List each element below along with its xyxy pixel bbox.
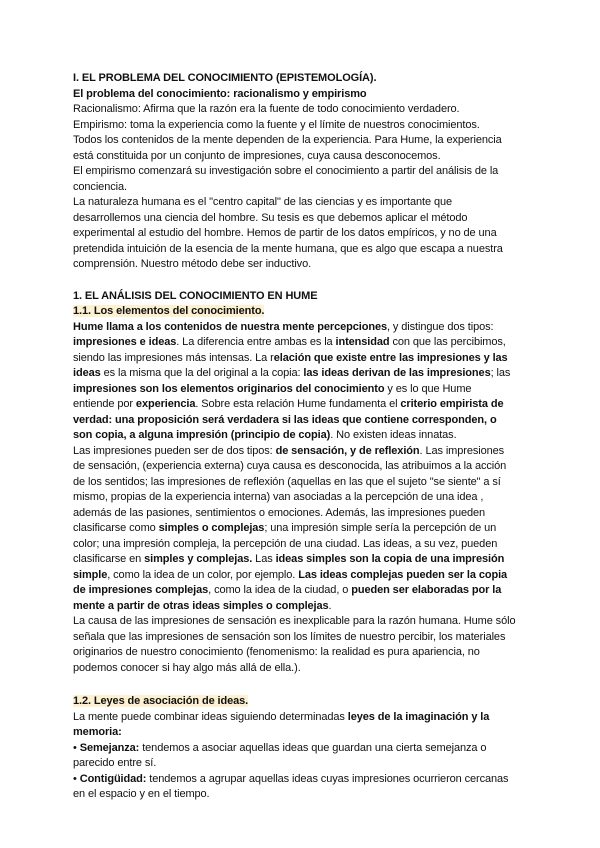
bold-text: mente a partir de otras ideas simples o complejas [73, 599, 329, 612]
text-run: además de las pasiones, sentimientos o emociones. Además, las impresiones pueden [73, 506, 486, 519]
text-run: parecido entre sí. [73, 757, 157, 769]
bold-text: las ideas derivan de las impresiones [303, 367, 491, 379]
text-line [73, 459, 533, 475]
text-run: clasificarse en [73, 553, 145, 565]
text-line [73, 725, 533, 741]
bold-text: de impresiones complejas [73, 584, 209, 596]
elementos-paragraphs [73, 320, 533, 677]
text-run: siendo las impresiones más intensas. La r [73, 351, 274, 364]
text-line [73, 630, 533, 646]
text-line: Todos los contenidos de la mente dependen de la experiencia. Para Hume, la experiencia [73, 134, 502, 146]
text-run: entiende por [73, 398, 136, 410]
text-line [73, 444, 533, 460]
text-line [73, 645, 533, 661]
text-run: con que las percibimos, [389, 336, 506, 348]
text-run: , como la idea de la ciudad, o [208, 584, 352, 596]
bold-text: ideas [73, 367, 101, 379]
subsection-elementos-conocimiento: 1.1. Los elementos del conocimiento. [73, 305, 265, 317]
bold-text: verdad: una proposición será verdadera si las ideas que contiene corresponden, o [73, 413, 497, 426]
text-line [73, 428, 533, 444]
text-line: Racionalismo: Afirma que la razón era la fuente de todo conocimiento verdadero. [73, 103, 460, 115]
section-title-analisis-hume: 1. EL ANÁLISIS DEL CONOCIMIENTO EN HUME [73, 289, 318, 302]
text-line [73, 521, 533, 537]
text-run: tendemos a asociar aquellas ideas que guardan una cierta semejanza o [139, 741, 487, 754]
bold-text: pueden ser elaboradas por la [351, 584, 502, 596]
text-line [73, 490, 533, 506]
bold-text: impresiones son los elementos originarios del conocimiento [73, 382, 385, 395]
bold-text: de sensación, y de reflexión [275, 444, 420, 457]
bold-text: Semejanza: [79, 741, 140, 754]
bold-text: experiencia [135, 398, 196, 410]
text-run: señala que las impresiones de sensación son los límites de nuestro percibir, los materiales [73, 630, 506, 643]
text-line [73, 710, 533, 726]
text-run: . Sobre esta relación Hume fundamenta el [195, 398, 401, 410]
text-run: • [73, 741, 80, 754]
text-run: ; una impresión simple sería la percepción de un [264, 522, 497, 534]
bold-text: leyes de la imaginación y la [347, 710, 490, 723]
text-run: clasificarse como [73, 522, 159, 534]
text-run: en el espacio y en el tiempo. [73, 788, 210, 800]
document-content [73, 71, 533, 803]
bold-text: simple [73, 568, 108, 581]
subsection-leyes-asociacion: 1.2. Leyes de asociación de ideas. [73, 695, 249, 707]
text-run: mismo, propias de la experiencia interna) van asociadas a la percepción de una idea , [73, 491, 484, 503]
text-line [73, 661, 533, 677]
bold-text: intensidad [335, 336, 390, 348]
text-line [73, 568, 533, 584]
text-line [73, 351, 533, 367]
text-line [73, 320, 533, 336]
text-line [73, 552, 533, 568]
text-line: comprensión. Nuestro método debe ser inductivo. [73, 258, 312, 270]
section-title-epistemologia: I. EL PROBLEMA DEL CONOCIMIENTO (EPISTEMOLOGÍA). [73, 72, 377, 84]
text-line [73, 506, 533, 522]
text-line [73, 614, 533, 630]
text-line [73, 741, 533, 757]
text-run: de los sentidos; las impresiones de reflexión (aquellas en las que el sujeto "se siente" a sí [73, 475, 501, 488]
text-run: de sensación, (experiencia externa) cuya causa es desconocida, las atribuimos a la acción [73, 460, 507, 472]
text-line [73, 335, 533, 351]
text-run: podemos conocer si hay algo más allá de ella.). [73, 661, 301, 674]
leyes-paragraphs [73, 710, 533, 803]
text-run: ; las [490, 367, 511, 379]
text-run: . No existen ideas innatas. [330, 429, 457, 441]
bold-text: Contigüidad: [79, 772, 147, 785]
text-run: Las [252, 553, 276, 565]
text-run: • [73, 772, 80, 785]
text-run: . Las impresiones [419, 444, 505, 457]
bold-text: elación que existe entre las impresiones y las [273, 351, 508, 364]
text-run: . [328, 599, 332, 612]
text-line: está constituida por un conjunto de impresiones, cuya causa desconocemos. [73, 149, 441, 162]
bold-text: memoria: [73, 726, 122, 738]
text-line: conciencia. [73, 180, 127, 193]
bold-text: simples o complejas [158, 522, 265, 534]
text-line: Empirismo: toma la experiencia como la fuente y el límite de nuestros conocimientos. [73, 118, 480, 131]
text-run: originarios de nuestro conocimiento (fenomenismo: la realidad es pura apariencia, no [73, 646, 480, 658]
text-line [73, 397, 533, 413]
text-run: Las impresiones pueden ser de dos tipos: [73, 444, 276, 457]
text-run: es la misma que la del original a la copia: [100, 367, 304, 379]
text-line: pretendida intuición de la esencia de la mente humana, que es algo que escapa a nuestra [73, 242, 503, 255]
text-run: La mente puede combinar ideas siguiendo determinadas [73, 710, 348, 723]
text-line: experimental al estudio del hombre. Hemos de partir de los datos empíricos, y no de una [73, 227, 497, 239]
bold-text: criterio empirista de [400, 398, 504, 410]
text-line [73, 787, 533, 803]
bold-text: Las ideas complejas pueden ser la copia [298, 568, 508, 581]
text-line [73, 382, 533, 398]
text-run: . La diferencia entre ambas es la [176, 336, 336, 348]
bold-text: impresiones e ideas [73, 336, 177, 348]
text-run: y es lo que Hume [384, 382, 472, 395]
text-line [73, 756, 533, 772]
text-run: , y distingue dos tipos: [387, 320, 494, 333]
bold-text: son copia, a alguna impresión (principio de copia) [73, 429, 331, 441]
text-line [73, 583, 533, 599]
bold-text: simples y complejas. [144, 553, 253, 565]
bold-text: ideas simples son la copia de una impresión [275, 553, 505, 565]
text-line [73, 366, 533, 382]
text-line [73, 537, 533, 553]
text-run: La causa de las impresiones de sensación es inexplicable para la razón humana. Hume sólo [73, 615, 516, 627]
text-run: tendemos a agrupar aquellas ideas cuyas impresiones ocurrieron cercanas [146, 772, 509, 785]
text-line: desarrollemos una ciencia del hombre. Su tesis es que debemos aplicar el método [73, 211, 468, 224]
text-line: La naturaleza humana es el "centro capital" de las ciencias y es importante que [73, 196, 453, 208]
text-line [73, 475, 533, 491]
text-run: , como la idea de un color, por ejemplo. [107, 568, 299, 581]
text-line [73, 599, 533, 615]
text-line [73, 413, 533, 429]
subtitle-racionalismo-empirismo: El problema del conocimiento: racionalismo y empirismo [73, 87, 367, 100]
text-run: color; una impresión compleja, la percepción de una ciudad. Las ideas, a su vez, pueden [73, 537, 498, 550]
text-line [73, 772, 533, 788]
bold-text: Hume llama a los contenidos de nuestra mente percepciones [73, 320, 388, 333]
intro-paragraphs [73, 102, 533, 273]
text-line: El empirismo comenzará su investigación sobre el conocimiento a partir del análisis de la [73, 165, 499, 177]
